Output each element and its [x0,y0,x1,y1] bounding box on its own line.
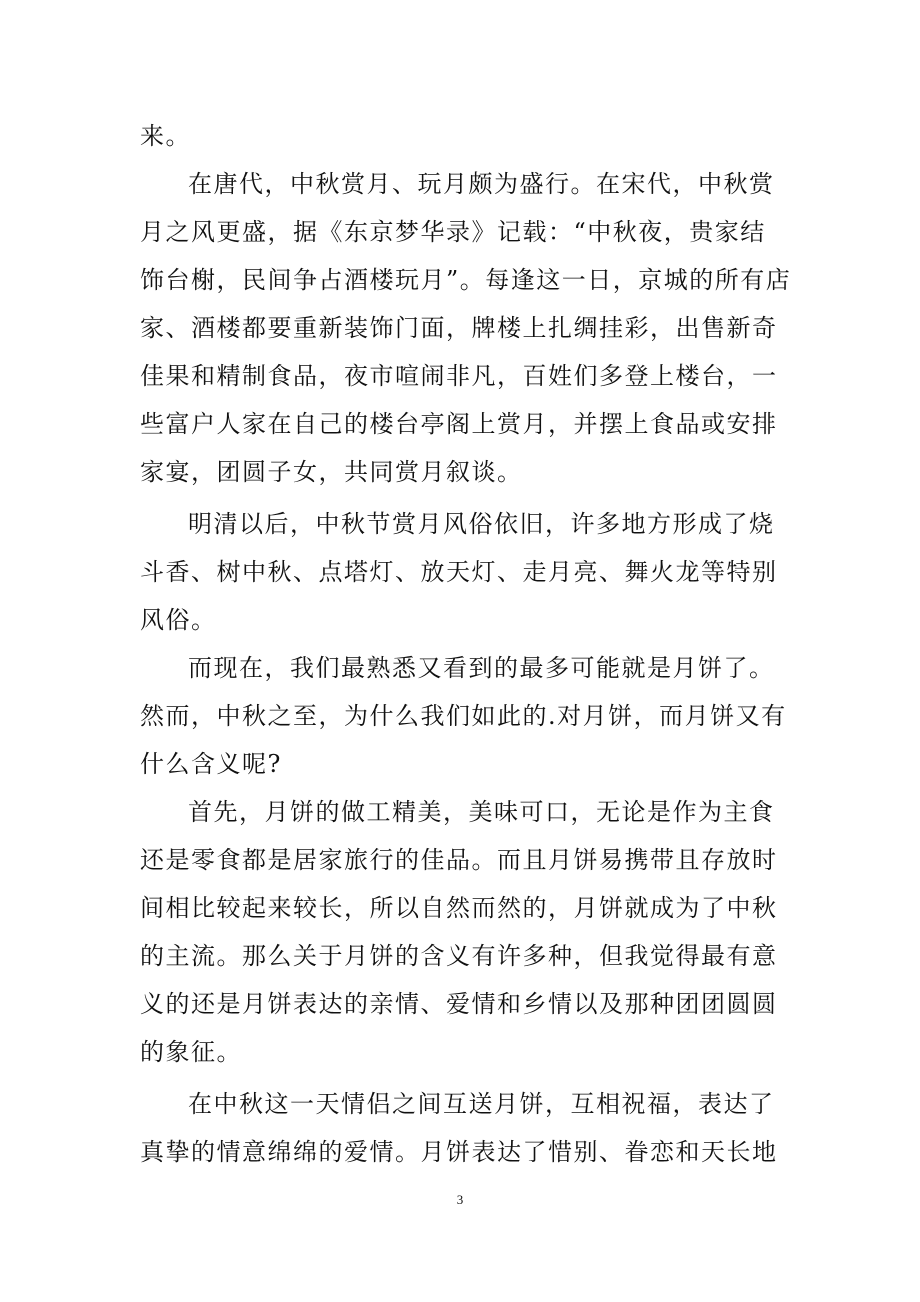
paragraph-ming-qing-line-1: 明清以后，中秋节赏月风俗依旧，许多地方形成了烧 [188,510,775,538]
paragraph-ming-qing-line-3: 风俗。 [140,606,217,634]
paragraph-first-line-6: 的象征。 [140,1038,242,1066]
paragraph-tang-song-line-2: 月之风更盛，据《东京梦华录》记载：“中秋夜，贵家结 [140,218,766,246]
paragraph-first-line-4: 的主流。那么关于月饼的含义有许多种，但我觉得最有意 [140,942,778,970]
paragraph-tang-song-line-1: 在唐代，中秋赏月、玩月颇为盛行。在宋代，中秋赏 [188,170,775,198]
paragraph-tang-song-line-7: 家宴，团圆子女，共同赏月叙谈。 [140,458,523,486]
paragraph-mooncake-line-1: 而现在，我们最熟悉又看到的最多可能就是月饼了。 [188,654,775,682]
text-line-1: 来。 [140,122,191,150]
paragraph-first-line-2: 还是零食都是居家旅行的佳品。而且月饼易携带且存放时 [140,846,778,874]
paragraph-mooncake-line-2: 然而，中秋之至，为什么我们如此的.对月饼，而月饼又有 [140,702,787,730]
paragraph-ming-qing-line-2: 斗香、树中秋、点塔灯、放天灯、走月亮、舞火龙等特别 [140,558,778,586]
paragraph-first-line-5: 义的还是月饼表达的亲情、爱情和乡情以及那种团团圆圆 [140,990,778,1018]
page-number: 3 [456,1192,464,1207]
paragraph-tang-song-line-4: 家、酒楼都要重新装饰门面，牌楼上扎绸挂彩，出售新奇 [140,314,778,342]
paragraph-lovers-line-2: 真挚的情意绵绵的爱情。月饼表达了惜别、眷恋和天长地 [140,1138,778,1166]
paragraph-tang-song-line-5: 佳果和精制食品，夜市喧闹非凡，百姓们多登上楼台，一 [140,362,778,390]
paragraph-mooncake-line-3: 什么含义呢? [140,750,282,778]
paragraph-first-line-1: 首先，月饼的做工精美，美味可口，无论是作为主食 [188,798,775,826]
paragraph-tang-song-line-6: 些富户人家在自己的楼台亭阁上赏月，并摆上食品或安排 [140,410,778,438]
paragraph-first-line-3: 间相比较起来较长，所以自然而然的，月饼就成为了中秋 [140,894,778,922]
paragraph-tang-song-line-3: 饰台榭，民间争占酒楼玩月”。每逢这一日，京城的所有店 [140,266,792,294]
paragraph-lovers-line-1: 在中秋这一天情侣之间互送月饼，互相祝福，表达了 [188,1090,775,1118]
